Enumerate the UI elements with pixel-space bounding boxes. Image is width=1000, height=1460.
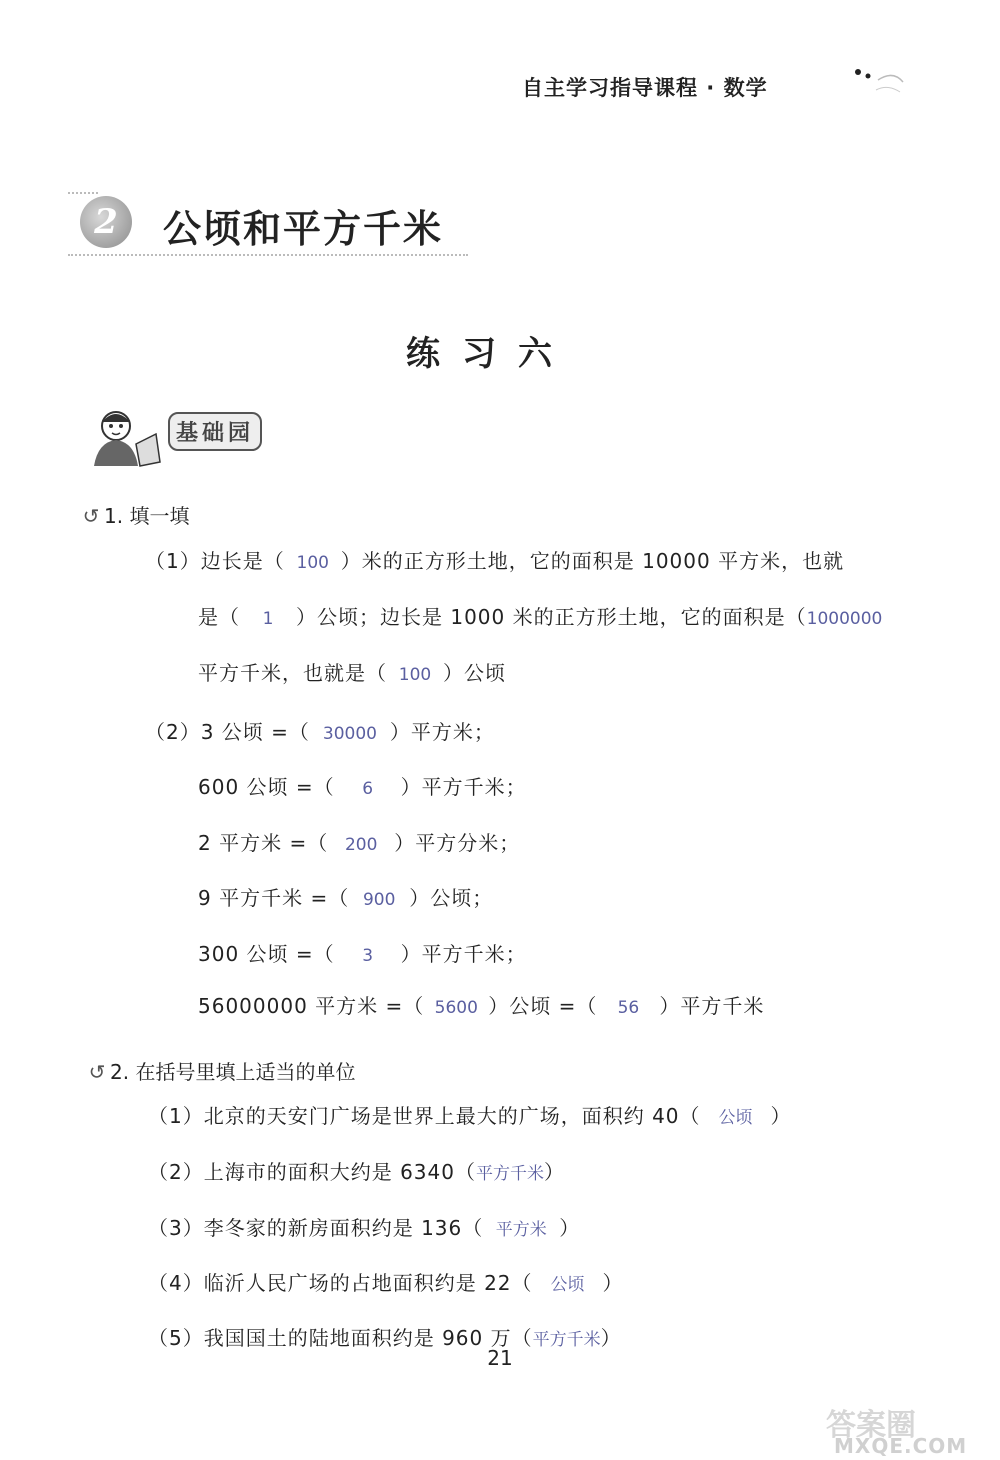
q2-item-4: （4）临沂人民广场的占地面积约是 22（ 公顷 ）	[148, 1271, 624, 1295]
section-badge	[76, 404, 276, 468]
answer-text: 3	[362, 946, 374, 966]
watermark-logo: 答案圈	[826, 1408, 916, 1443]
q2-item-1: （1）北京的天安门广场是世界上最大的广场，面积约 40（ 公顷 ）	[148, 1104, 792, 1128]
answer-text: 900	[362, 890, 396, 910]
answer-text: 平方米	[495, 1220, 547, 1240]
q1-part2-row6: 56000000 平方米 =（ 5600 ）公顷 =（ 56 ）平方千米	[198, 994, 765, 1018]
answer-text: 1	[262, 609, 274, 629]
exercise-title: 练习六	[406, 334, 574, 374]
book-title: 自主学习指导课程 · 数学	[522, 76, 768, 100]
q1-part2-row1: （2）3 公顷 =（ 30000 ）平方米；	[145, 720, 495, 744]
page-number: 21	[487, 1346, 513, 1370]
answer-text: 1000000	[806, 609, 883, 629]
q1-part1-line2: 是（ 1 ）公顷；边长是 1000 米的正方形土地，它的面积是（1000000	[198, 605, 883, 629]
q1-part1-line1: （1）边长是（ 100 ）米的正方形土地，它的面积是 10000 平方米，也就	[145, 549, 845, 573]
student-illustration-icon	[76, 404, 166, 468]
q2-item-3: （3）李冬家的新房面积约是 136（ 平方米 ）	[148, 1216, 581, 1240]
q2-item-2: （2）上海市的面积大约是 6340（平方千米）	[148, 1160, 565, 1184]
watermark	[826, 1400, 986, 1458]
q1-part2-row5: 300 公顷 =（ 3 ）平方千米；	[198, 942, 527, 966]
answer-text: 5600	[434, 998, 478, 1018]
question-1-title: ↺ 1. 填一填	[78, 500, 189, 529]
question-2-title: ↺ 2. 在括号里填上适当的单位	[84, 1056, 355, 1085]
q2-item-5: （5）我国国土的陆地面积约是 960 万（平方千米）	[148, 1326, 622, 1350]
q1-part2-row3: 2 平方米 =（ 200 ）平方分米；	[198, 831, 521, 855]
question-icon: ↺	[88, 1060, 106, 1084]
watermark-url: MXQE.COM	[834, 1434, 968, 1458]
q1-part2-row2: 600 公顷 =（ 6 ）平方千米；	[198, 775, 527, 799]
answer-text: 公顷	[550, 1275, 585, 1295]
answer-text: 30000	[322, 724, 377, 744]
answer-text: 公顷	[718, 1108, 753, 1128]
answer-text: 平方千米	[475, 1164, 544, 1184]
q1-part1-line3: 平方千米，也就是（ 100 ）公顷	[198, 661, 506, 685]
unit-number-badge: 2	[80, 196, 132, 248]
answer-text: 56	[617, 998, 640, 1018]
answer-text: 100	[398, 665, 432, 685]
unit-heading	[68, 188, 468, 268]
answer-text: 6	[362, 779, 374, 799]
decoration-icon	[848, 60, 908, 100]
unit-title: 公顷和平方千米	[163, 207, 444, 251]
answer-text: 200	[344, 835, 378, 855]
question-icon: ↺	[82, 504, 100, 528]
section-label: 基础园	[168, 412, 262, 451]
answer-text: 平方千米	[532, 1330, 601, 1350]
q1-part2-row4: 9 平方千米 =（ 900 ）公顷；	[198, 886, 494, 910]
answer-text: 100	[296, 553, 329, 573]
